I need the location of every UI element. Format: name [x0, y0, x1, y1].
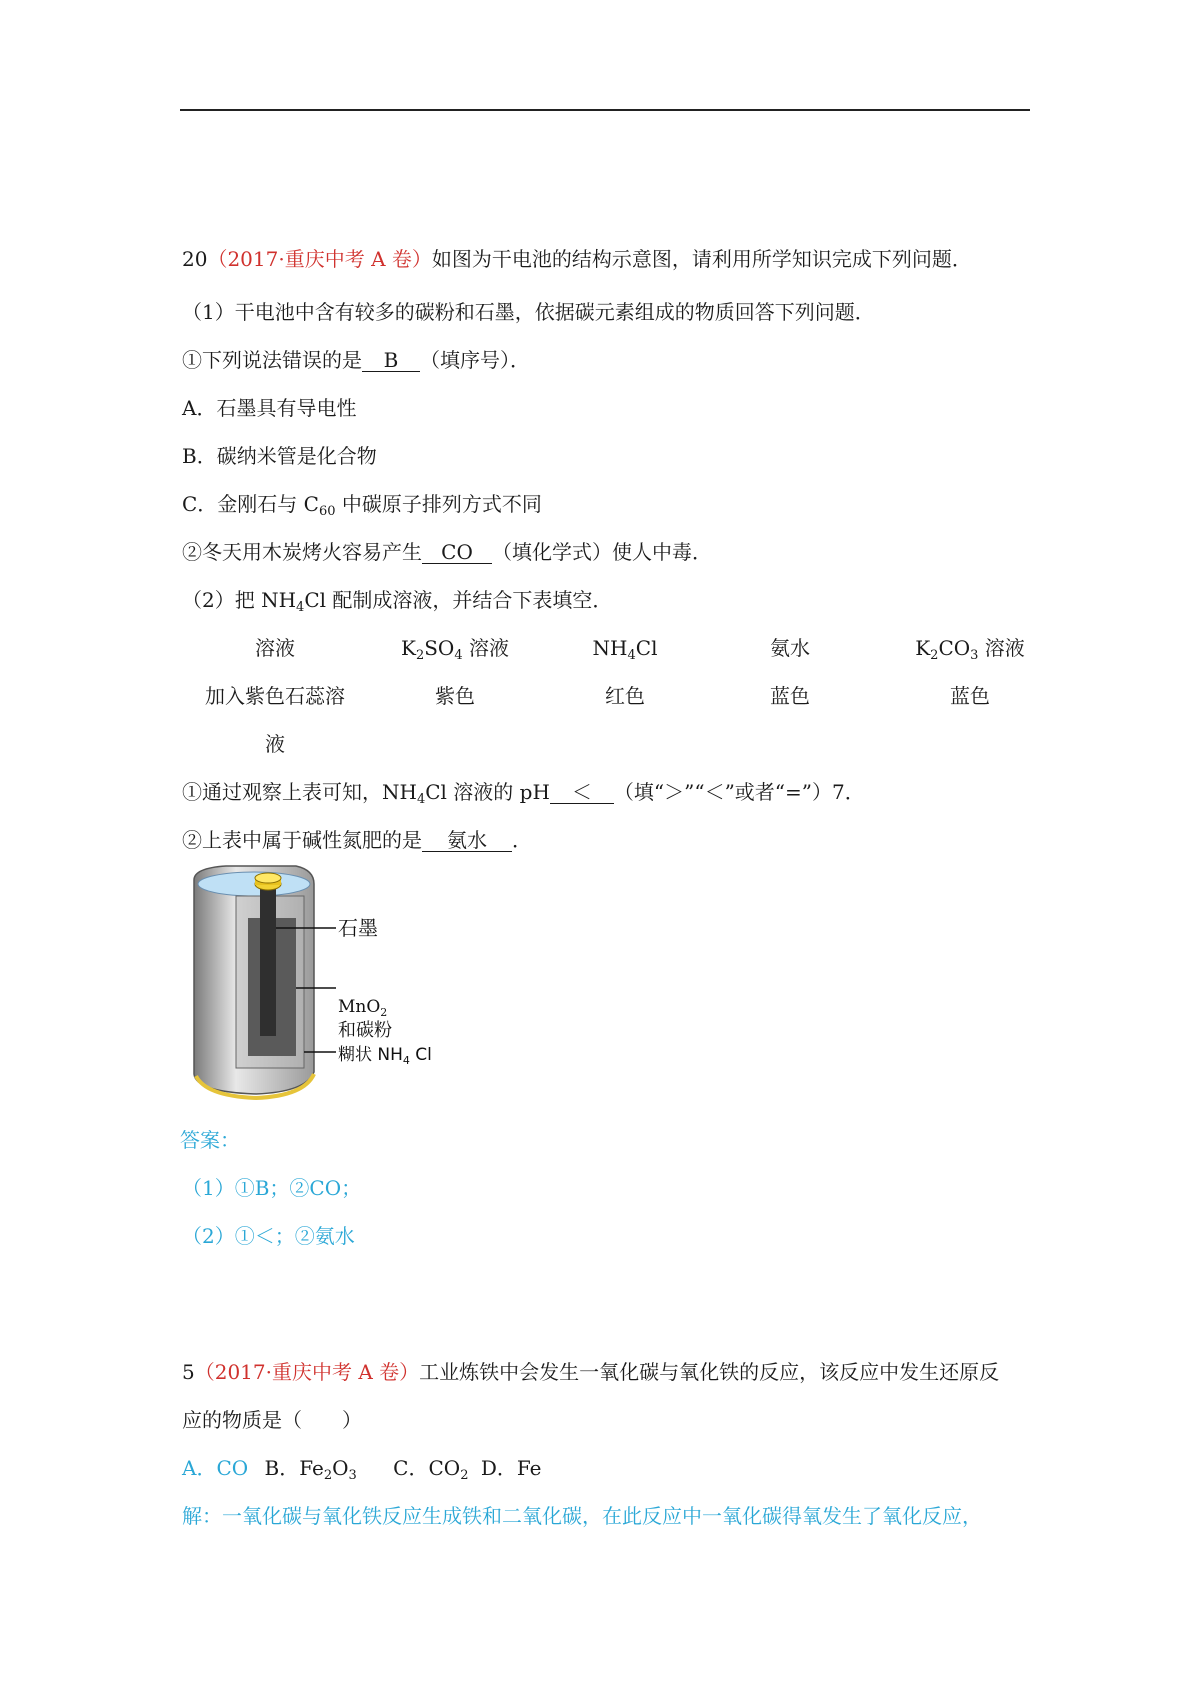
h4-b: CO	[938, 636, 971, 660]
h2-s: 4	[627, 648, 636, 663]
answer-part1: （1）①B；②CO；	[182, 1176, 362, 1200]
h2-b: Cl	[635, 636, 658, 660]
q5-options	[182, 1455, 541, 1481]
q20-p1-answer: B	[362, 349, 420, 372]
h4-s1: 2	[930, 648, 939, 663]
q5-option-c	[393, 1456, 469, 1483]
h1-b: SO	[424, 636, 455, 660]
dry-cell-diagram	[186, 860, 472, 1108]
table-header-k2co3	[895, 635, 1045, 661]
q20-q2-line	[182, 827, 532, 853]
label-graphite: 石墨	[338, 916, 378, 940]
q20-p1-suffix: （填序号）．	[420, 348, 530, 372]
h2-a: NH	[592, 636, 628, 660]
h4-s2: 3	[970, 648, 979, 663]
q20-part2-intro	[182, 587, 612, 613]
q5-option-b-b: O	[332, 1456, 349, 1480]
q5-solution: 解：一氧化碳与氧化铁反应生成铁和二氧化碳，在此反应中一氧化碳得氧发生了氧化反应，	[182, 1504, 982, 1528]
q5-option-c-a: C．CO	[393, 1456, 461, 1480]
q20-p2-suffix: （填化学式）使人中毒．	[492, 540, 712, 564]
q5-source: （2017·重庆中考 A 卷）	[194, 1360, 420, 1384]
q20-q2-prefix: ②上表中属于碱性氮肥的是	[182, 828, 422, 852]
h4-c: 溶液	[978, 636, 1025, 660]
q5-stem-line1	[182, 1359, 999, 1385]
q20-q1-prefix: ①通过观察上表可知，NH	[182, 780, 417, 804]
label-paste-text: 糊状 NH	[338, 1045, 403, 1065]
q5-stem-line2: 应的物质是（ ）	[182, 1408, 362, 1432]
q20-p2-line	[182, 539, 712, 565]
q20-option-c-suffix: 中碳原子排列方式不同	[335, 492, 542, 516]
q20-p1-line	[182, 347, 530, 373]
q20-option-c	[182, 491, 542, 517]
table-cell-k2co3: 蓝色	[950, 684, 990, 708]
label-mno2	[338, 997, 387, 1019]
h1-s2: 4	[454, 648, 463, 663]
q5-option-b-a: B．Fe	[264, 1456, 324, 1480]
q5-option-b-s2: 3	[348, 1468, 357, 1483]
answer-part2: （2）①＜；②氨水	[182, 1224, 355, 1248]
table-header-ammonia: 氨水	[770, 636, 810, 660]
h4-a: K	[915, 636, 931, 660]
q20-option-b: B．碳纳米管是化合物	[182, 444, 377, 468]
q5-option-d: D．Fe	[480, 1456, 542, 1480]
table-cell-ammonia: 蓝色	[770, 684, 810, 708]
q20-q1-suffix: （填“＞”“＜”或者“=”）7．	[613, 780, 865, 804]
table-row-label-line1: 加入紫色石蕊溶	[205, 684, 345, 708]
q5-option-b	[264, 1456, 357, 1483]
table-header-k2so4	[385, 635, 525, 661]
header-rule	[180, 109, 1030, 111]
table-header-nh4cl	[570, 635, 680, 661]
q20-p2-prefix: ②冬天用木炭烤火容易产生	[182, 540, 422, 564]
q20-option-c-prefix: C．金刚石与 C	[182, 492, 319, 516]
q20-source: （2017·重庆中考 A 卷）	[207, 247, 432, 271]
table-cell-nh4cl: 红色	[605, 684, 645, 708]
table-header-solution: 溶液	[255, 636, 295, 660]
label-paste	[338, 1045, 432, 1067]
q20-q1-answer: ＜	[550, 781, 614, 804]
table-row-label-line2: 液	[265, 732, 285, 756]
h1-a: K	[401, 636, 416, 660]
q5-option-b-s1: 2	[323, 1468, 333, 1483]
q20-part2-suffix: Cl 配制成溶液，并结合下表填空．	[304, 588, 613, 612]
q5-stem-text: 工业炼铁中会发生一氧化碳与氧化铁的反应，该反应中发生还原反	[419, 1360, 1000, 1384]
q20-part2-sub: 4	[296, 600, 305, 615]
q20-stem: 如图为干电池的结构示意图，请利用所学知识完成下列问题．	[431, 247, 972, 271]
q20-q1-mid: Cl 溶液的 pH	[425, 780, 550, 804]
q20-p1-prefix: ①下列说法错误的是	[182, 348, 362, 372]
h1-s1: 2	[415, 648, 425, 663]
q20-q1-sub: 4	[416, 792, 426, 807]
q20-option-c-sub: 60	[318, 504, 336, 519]
q5-option-a: A．CO	[182, 1456, 249, 1480]
table-cell-k2so4: 紫色	[435, 684, 475, 708]
h1-c: 溶液	[462, 636, 509, 660]
q20-option-a: A．石墨具有导电性	[182, 396, 357, 420]
q20-stem-line	[182, 246, 972, 272]
q20-number: 20	[182, 247, 208, 271]
label-paste-end: Cl	[409, 1045, 432, 1065]
label-mno2-sub: 2	[380, 1006, 388, 1019]
q20-part2-prefix: （2）把 NH	[182, 588, 297, 612]
q20-q2-suffix: ．	[512, 828, 532, 852]
q20-p2-answer: CO	[422, 541, 492, 564]
label-mno2-text: MnO	[338, 997, 381, 1017]
q5-number: 5	[182, 1360, 195, 1384]
q20-part1-intro: （1）干电池中含有较多的碳粉和石墨，依据碳元素组成的物质回答下列问题．	[182, 300, 875, 324]
label-carbon: 和碳粉	[338, 1020, 392, 1041]
q20-q1-line	[182, 779, 865, 805]
q5-option-c-s: 2	[460, 1468, 469, 1483]
q20-q2-answer: 氨水	[422, 829, 512, 852]
answer-title: 答案：	[180, 1128, 240, 1152]
label-paste-sub: 4	[402, 1054, 410, 1067]
